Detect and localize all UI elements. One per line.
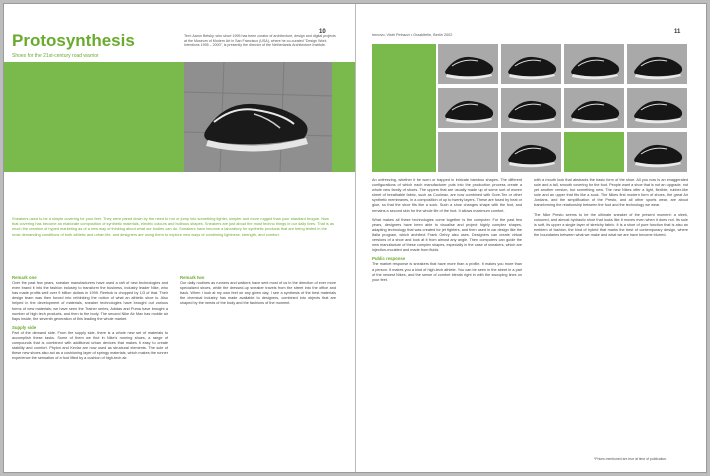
thumbnail-row-3 [438, 132, 687, 172]
article-subtitle: Shoes for the 21st-century road warrior [12, 53, 99, 59]
section-text: The market response is sneakers that have more than a profile. It makes you more than a person. It makes you a kind of high-tech athlete. You can be seen in the street in a pair of the newest Nikes, and the sense of comfort blends right in with the swooping lines on your feet. [372, 262, 522, 282]
thumbnail-row-1 [438, 44, 687, 84]
green-block-left [4, 62, 184, 172]
magazine-spread [3, 3, 707, 473]
right-column-1 [372, 178, 522, 283]
section-text: with a mouth look that abstracts the basic form of the shoe. All you now is an exaggerated sole and a tall, smooth covering for the foot. People want a shoe that is not an upgrade, not yet another version, but something new. The new Nikes offer a light, flexible, rubber-like sole and an upper that fits like a sock. The Nikes first modern form of shoes, the great Air Jordans, and the simplification of the Presto, and all other sports wear, are about transforming the relationship between the foot and the technology we wear. [534, 178, 688, 208]
sneaker-photo-large [184, 62, 332, 172]
section-text: What makes all these technologies come together is the computer. For the past few years, designers have been able to visualise and project highly complex shapes, adapting technology that was created for jet fighters, and then used in car design like the Italia program, which architect Frank Gehry also uses. Designers can create virtual versions of a shoe and look at it from almost any angle. Then computers can guide the new manufacture of these complex shapes, especially in the case of sneakers, which are injection-moulded and made from fluids. [372, 217, 522, 253]
page-number-right: 11 [674, 29, 681, 35]
sneaker-thumbnail-grid [436, 44, 688, 172]
thumbnail-row-2 [438, 88, 687, 128]
article-title: Protosynthesis [12, 31, 135, 50]
section-text: Part of the demand side. From the supply side, there is a whole new set of materials to accomplish these tasks. Some of them we find in Nike's running shoes, a range of compounds that is combined with additional urban devices that makes it easy to create stability and comfort. Phylon and Kevlar are now used as structural elements. The sole of these new shoes also act as a cushioning layer of springy materials, which makes the runner experience the sensation of a foot lifted by a cushion of high-tech air. [12, 330, 168, 361]
sneaker-illustration [184, 62, 332, 172]
section-heading: Supply side [12, 324, 37, 330]
right-column-2 [534, 178, 688, 238]
section-heading: Remark one [12, 275, 37, 280]
footnote: *Prices mentioned are true at time of publication. [594, 457, 668, 461]
author-note: Text: Aaron Betsky, who since 1995 has been curator of architecture, design and digital projects at the Museum of Modern Art in San Francisco (USA), where he co-curated "Design Work Intentions 1995 – 2000", is presently the director of the Netherlands Architecture Institute. [184, 34, 336, 48]
right-page-header: Imnovo; Vistri Petrazzi • Grazkltelle, Berlin 2002 [372, 33, 453, 37]
left-column-2 [180, 272, 336, 307]
green-block-right [372, 44, 436, 172]
page-number-left: 10 [319, 29, 326, 35]
intro-paragraph: Sneakers used to be a simple covering for your feet. They were pared down by the need to run or jump into something lighter, simpler and more rugged than your standard brogue. Now that covering has become an elaborate composition of synthetic materials, electric colours and bulbous shapes. Sneakers are just about the most techno things in our daily lives. That is as much the creation of hyped marketing as of a new way of thinking about what our bodies can do. Sneakers have become a laboratory for synthetic products that are being tested in the most demanding conditions of both athletic and urban life, and designers are using them to explore new ways of combining lightness, strength, and comfort. [12, 216, 334, 237]
section-heading: Remark two [180, 275, 205, 280]
section-text: Our daily routines as runners and walkers have sent most of us in the direction of ever more specialized shoes, while the dressed-up sneaker travels from the street into the office and back. When I look at my own feet on any given day, I see a synthesis of the best materials the chemical industry has made available to designers, combined into objects that are shaped by the needs of the body and the fashions of the moment. [180, 281, 336, 306]
right-page [356, 4, 706, 472]
section-text: The Nike Presto seems to be the ultimate sneaker of the present moment: a sleek, coloured, and almost hydraulic shoe that looks like it moves even when it does not. Its sole is soft, its upper a single layer of stretchy fabric. It is a shoe of pure function that is also an emblem of fashion, the kind of hybrid that marks the best of contemporary design, where the boundaries between what we make and what we are have become blurred. [534, 212, 688, 237]
left-page [4, 4, 355, 472]
left-column-1 [12, 272, 168, 362]
section-text: An unfreezing, whether it be worn or trapped in intricate bamboo shapes. The different configurations of which each manufacturer puts into the production process create a whole new family of shoes. The uppers that are usually made up of some sort of woven sheet of breathable fabric, such as Coolmax, are now combined with Gore-Tex or other synthetic membranes, in a composition of up to twenty layers. These are fused by heat or glue, so that the shoe fits like a sock. Such a shoe changes shape with the foot, and remains a second skin for the whole life of the foot. It allows maximum comfort. [372, 178, 522, 213]
section-heading: Public response [372, 256, 406, 262]
green-block-edge [332, 62, 355, 172]
section-text: Over the past few years, sneaker manufacturers have used a raft of new technologies and even brand it into the fashion industry to transform the business, industry leader Nike, who has made profits well over 9 billion dollars in 1999. Reebok is chopped by 1/3 of that. Their design team was then forced into rethinking the notion of what an athletic shoe is. Also helped in the development of materials, sneaker technologies have brought out various forms of new materials; we have seen the Trainer series, Adidas and Puma have brought a number of high tech products, and then to the body. The second Nike Air Max has mobile air flaps inside, the seventh generation of this leading the whole market. [12, 281, 168, 321]
